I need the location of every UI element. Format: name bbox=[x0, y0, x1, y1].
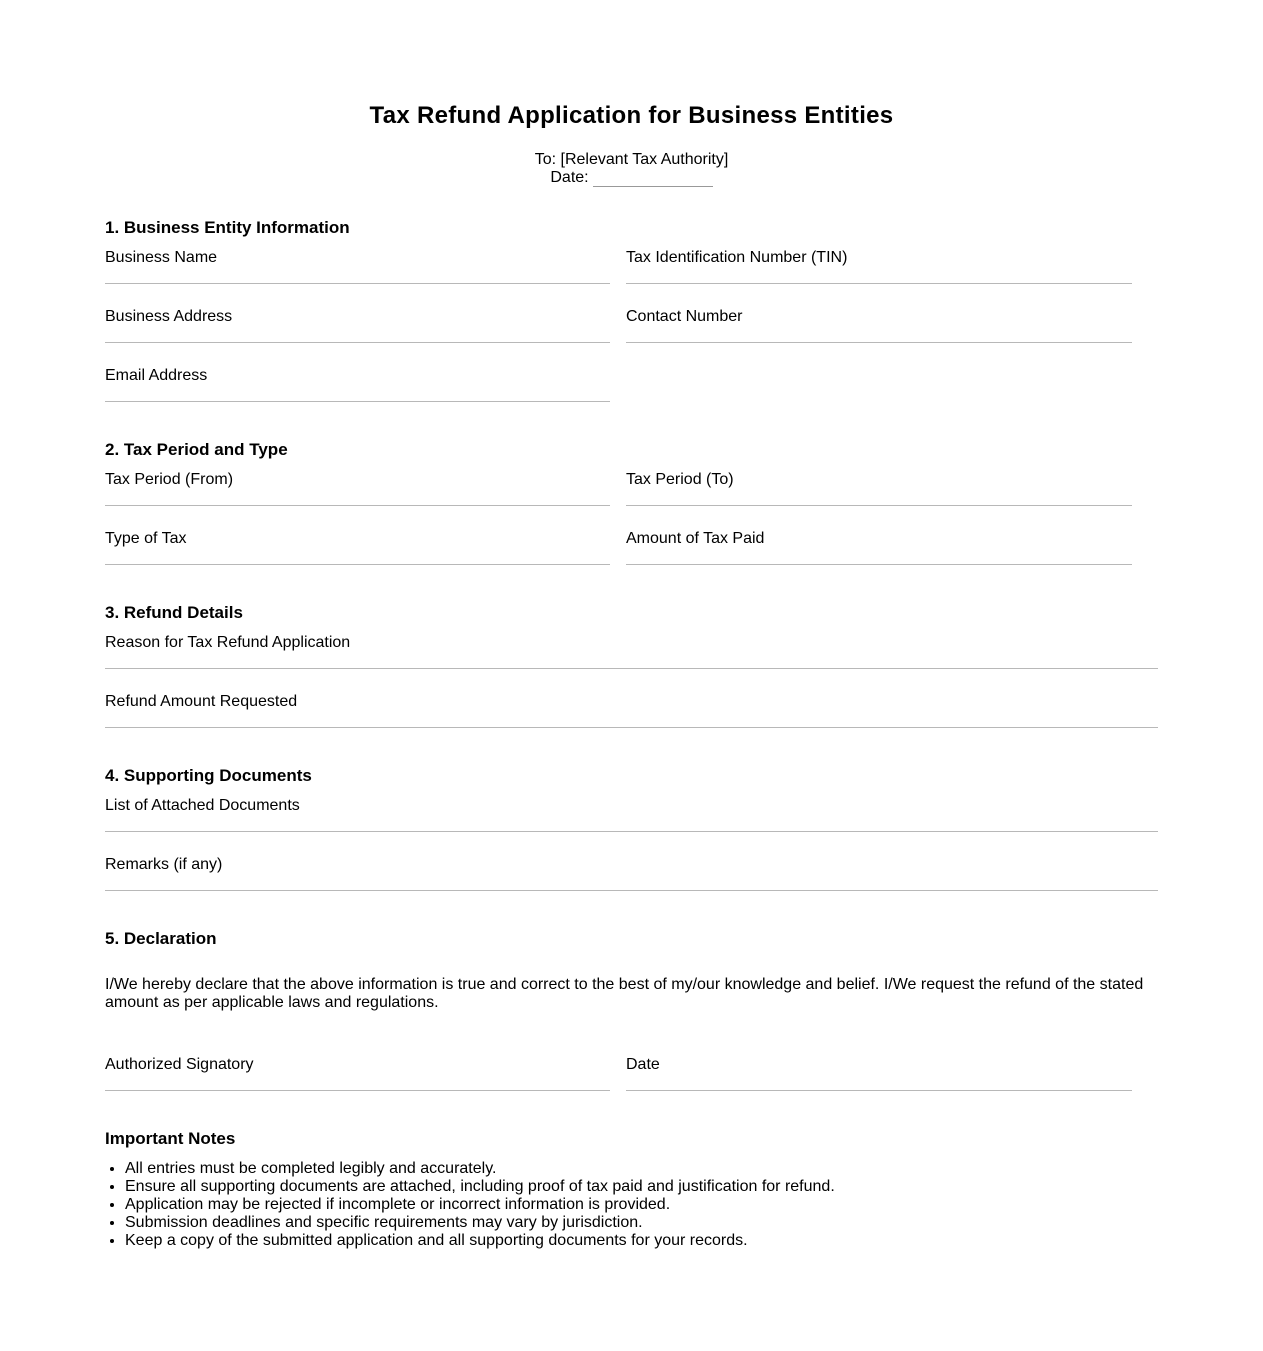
contact-number-underline[interactable] bbox=[626, 342, 1132, 343]
tin-field[interactable] bbox=[626, 249, 1132, 267]
attached-documents-underline[interactable] bbox=[105, 831, 1158, 832]
business-name-label: Business Name bbox=[105, 249, 218, 266]
section-heading-refund: 3. Refund Details bbox=[105, 603, 243, 622]
refund-amount-field[interactable] bbox=[105, 693, 1158, 711]
section-heading-declaration: 5. Declaration bbox=[105, 929, 217, 948]
contact-number-label: Contact Number bbox=[626, 308, 743, 325]
tax-period-to-underline[interactable] bbox=[626, 505, 1132, 506]
declaration-date-field[interactable] bbox=[626, 1056, 1132, 1074]
tax-period-from-label: Tax Period (From) bbox=[105, 471, 234, 488]
attached-documents-field[interactable] bbox=[105, 797, 1158, 815]
addressee-line: To: [Relevant Tax Authority] bbox=[534, 151, 729, 168]
list-item: • Submission deadlines and specific requirements may vary by jurisdiction. bbox=[125, 1214, 1158, 1232]
type-of-tax-label: Type of Tax bbox=[105, 530, 187, 547]
list-item: • All entries must be completed legibly and accurately. bbox=[125, 1160, 1158, 1178]
refund-reason-label: Reason for Tax Refund Application bbox=[105, 634, 351, 651]
tax-period-from-underline[interactable] bbox=[105, 505, 610, 506]
authorized-signatory-field[interactable] bbox=[105, 1056, 610, 1074]
list-item: • Application may be rejected if incomplete or incorrect information is provided. bbox=[125, 1196, 1158, 1214]
amount-tax-paid-label: Amount of Tax Paid bbox=[626, 530, 765, 547]
declaration-date-underline[interactable] bbox=[626, 1090, 1132, 1091]
tax-period-from-field[interactable] bbox=[105, 471, 610, 489]
refund-reason-field[interactable] bbox=[105, 634, 1158, 652]
type-of-tax-field[interactable] bbox=[105, 530, 610, 548]
amount-tax-paid-underline[interactable] bbox=[626, 564, 1132, 565]
contact-number-field[interactable] bbox=[626, 308, 1132, 326]
remarks-underline[interactable] bbox=[105, 890, 1158, 891]
tax-period-to-field[interactable] bbox=[626, 471, 1132, 489]
tin-label: Tax Identification Number (TIN) bbox=[626, 249, 848, 266]
notes-heading: Important Notes bbox=[105, 1129, 236, 1148]
list-item: • Keep a copy of the submitted application and all supporting documents for your records. bbox=[125, 1232, 1158, 1250]
header-date-field[interactable] bbox=[593, 169, 713, 187]
section-heading-business: 1. Business Entity Information bbox=[105, 218, 350, 237]
tin-underline[interactable] bbox=[626, 283, 1132, 284]
business-name-underline[interactable] bbox=[105, 283, 610, 284]
email-address-underline[interactable] bbox=[105, 401, 610, 402]
business-address-label: Business Address bbox=[105, 308, 233, 325]
declaration-text: I/We hereby declare that the above information is true and correct to the best of my/our knowledge and belief. I/We request the refund of the stated amount as per applicable laws and regulations. bbox=[105, 976, 1144, 1011]
refund-amount-underline[interactable] bbox=[105, 727, 1158, 728]
business-name-field[interactable] bbox=[105, 249, 610, 267]
form-title: Tax Refund Application for Business Entities bbox=[369, 102, 894, 129]
section-heading-tax-period: 2. Tax Period and Type bbox=[105, 440, 288, 459]
section-heading-documents: 4. Supporting Documents bbox=[105, 766, 312, 785]
notes-list bbox=[105, 1160, 1158, 1250]
email-address-field[interactable] bbox=[105, 367, 610, 385]
refund-reason-underline[interactable] bbox=[105, 668, 1158, 669]
header-date-label: Date: bbox=[550, 169, 589, 186]
business-address-underline[interactable] bbox=[105, 342, 610, 343]
remarks-field[interactable] bbox=[105, 856, 1158, 874]
email-address-label: Email Address bbox=[105, 367, 208, 384]
tax-period-to-label: Tax Period (To) bbox=[626, 471, 734, 488]
remarks-label: Remarks (if any) bbox=[105, 856, 223, 873]
attached-documents-label: List of Attached Documents bbox=[105, 797, 300, 814]
list-item: • Ensure all supporting documents are attached, including proof of tax paid and justification for refund. bbox=[125, 1178, 1158, 1196]
header-date-row bbox=[105, 169, 1158, 187]
business-address-field[interactable] bbox=[105, 308, 610, 326]
authorized-signatory-underline[interactable] bbox=[105, 1090, 610, 1091]
refund-amount-label: Refund Amount Requested bbox=[105, 693, 298, 710]
amount-tax-paid-field[interactable] bbox=[626, 530, 1132, 548]
declaration-date-label: Date bbox=[626, 1056, 660, 1073]
authorized-signatory-label: Authorized Signatory bbox=[105, 1056, 254, 1073]
type-of-tax-underline[interactable] bbox=[105, 564, 610, 565]
